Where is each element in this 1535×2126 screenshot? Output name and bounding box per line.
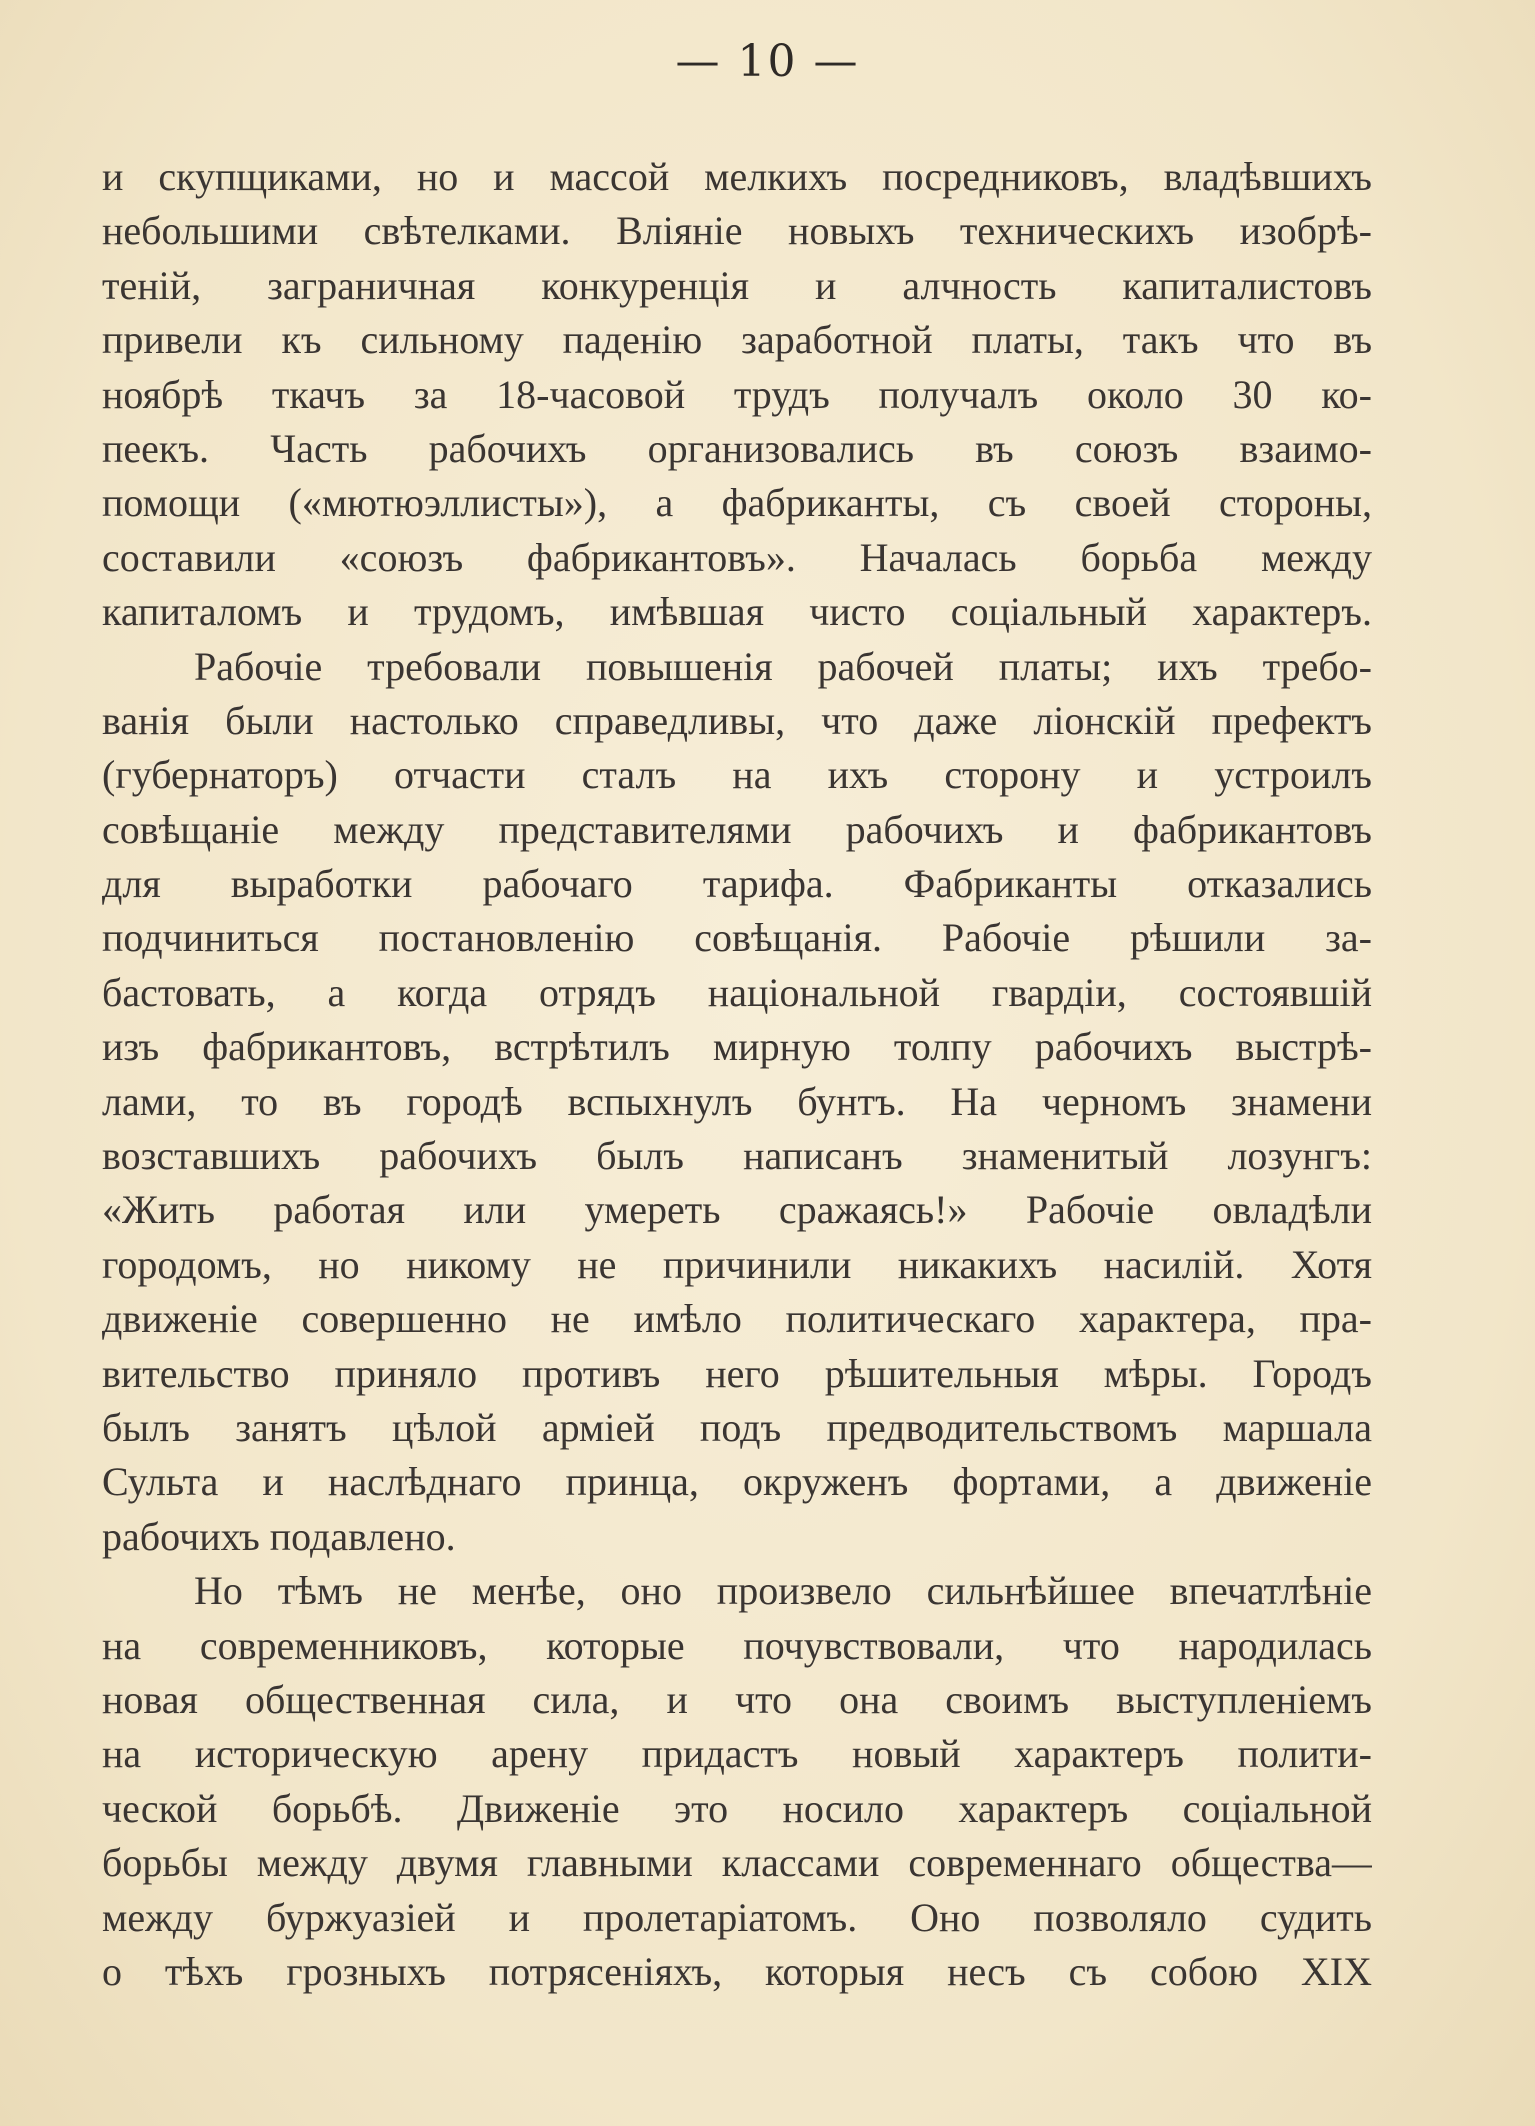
text-line: (губернаторъ) отчасти сталъ на ихъ сторону и устроилъ xyxy=(102,752,1372,798)
text-line: былъ занятъ цѣлой арміей подъ предводительствомъ маршала xyxy=(102,1404,1372,1450)
text-line: подчиниться постановленію совѣщанія. Рабочіе рѣшили за- xyxy=(102,915,1372,961)
text-line: ноябрѣ ткачъ за 18-часовой трудъ получалъ около 30 ко- xyxy=(102,371,1372,417)
text-line: «Жить работая или умереть сражаясь!» Рабочіе овладѣли xyxy=(102,1187,1372,1233)
text-line: вительство приняло противъ него рѣшительныя мѣры. Городъ xyxy=(102,1350,1372,1396)
text-line: для выработки рабочаго тарифа. Фабриканты отказались xyxy=(102,861,1372,907)
text-line: привели къ сильному паденію заработной платы, такъ что въ xyxy=(102,317,1372,363)
text-line: городомъ, но никому не причинили никакихъ насилій. Хотя xyxy=(102,1241,1372,1287)
paragraph-start-line: Но тѣмъ не менѣе, оно произвело сильнѣйшее впечатлѣніе xyxy=(194,1568,1372,1614)
text-line: движеніе совершенно не имѣло политическаго характера, пра- xyxy=(102,1296,1372,1342)
text-line: борьбы между двумя главными классами современнаго общества— xyxy=(102,1840,1372,1886)
paragraph-start-line: Рабочіе требовали повышенія рабочей платы; ихъ требо- xyxy=(194,643,1372,689)
paragraph-end-line: рабочихъ подавлено. xyxy=(102,1513,456,1559)
page-number: — 10 — xyxy=(675,36,860,87)
text-line: Сульта и наслѣднаго принца, окруженъ фортами, а движеніе xyxy=(102,1459,1372,1505)
text-line: помощи («мютюэллисты»), а фабриканты, съ своей стороны, xyxy=(102,480,1372,526)
text-line: на современниковъ, которые почувствовали, что народилась xyxy=(102,1622,1372,1668)
text-line: ванія были настолько справедливы, что даже ліонскій префектъ xyxy=(102,697,1372,743)
text-line: небольшими свѣтелками. Вліяніе новыхъ техническихъ изобрѣ- xyxy=(102,208,1372,254)
text-line: ческой борьбѣ. Движеніе это носило характеръ соціальной xyxy=(102,1785,1372,1831)
body-text xyxy=(102,150,1372,1999)
text-line: новая общественная сила, и что она своимъ выступленіемъ xyxy=(102,1676,1372,1722)
text-line: на историческую арену придастъ новый характеръ полити- xyxy=(102,1731,1372,1777)
text-line: изъ фабрикантовъ, встрѣтилъ мирную толпу рабочихъ выстрѣ- xyxy=(102,1024,1372,1070)
text-line: пеекъ. Часть рабочихъ организовались въ союзъ взаимо- xyxy=(102,425,1372,471)
text-line: о тѣхъ грозныхъ потрясеніяхъ, которыя несъ съ собою XIX xyxy=(102,1948,1372,1994)
text-line: составили «союзъ фабрикантовъ». Началась борьба между xyxy=(102,534,1372,580)
text-line: теній, заграничная конкуренція и алчность капиталистовъ xyxy=(102,262,1372,308)
text-line: совѣщаніе между представителями рабочихъ и фабрикантовъ xyxy=(102,806,1372,852)
text-line: капиталомъ и трудомъ, имѣвшая чисто соціальный характеръ. xyxy=(102,589,1372,635)
text-line: бастовать, а когда отрядъ національной гвардіи, состоявшій xyxy=(102,969,1372,1015)
text-line: возставшихъ рабочихъ былъ написанъ знаменитый лозунгъ: xyxy=(102,1133,1372,1179)
text-line: лами, то въ городѣ вспыхнулъ бунтъ. На черномъ знамени xyxy=(102,1078,1372,1124)
text-line: и скупщиками, но и массой мелкихъ посредниковъ, владѣвшихъ xyxy=(102,154,1372,199)
text-line: между буржуазіей и пролетаріатомъ. Оно позволяло судить xyxy=(102,1894,1372,1940)
